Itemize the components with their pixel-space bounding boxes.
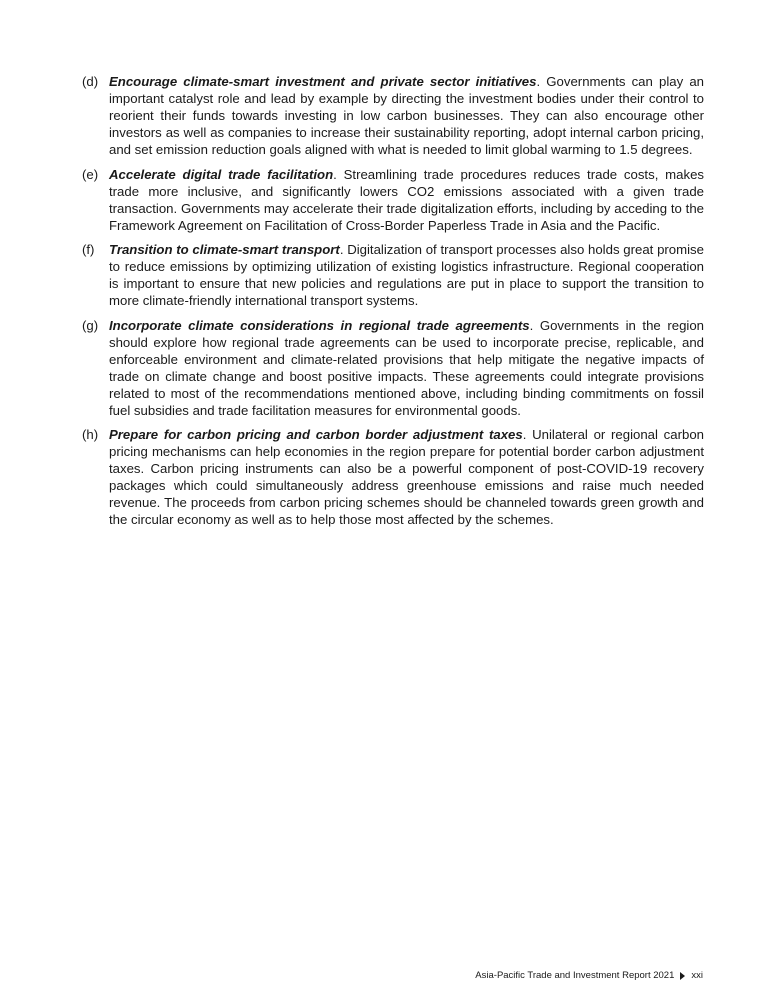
list-item-h bbox=[82, 426, 704, 528]
item-heading: Encourage climate-smart investment and private sector initiatives bbox=[109, 74, 537, 89]
recommendations-list bbox=[82, 73, 704, 536]
item-marker: (h) bbox=[82, 427, 99, 442]
page-footer bbox=[475, 970, 703, 982]
item-heading: Accelerate digital trade facilitation bbox=[109, 166, 334, 182]
item-marker: (e) bbox=[82, 166, 99, 182]
list-item-f bbox=[82, 241, 704, 309]
item-text: . Digitalization of transport processes also holds great promise to reduce emissions by optimizing utilization of existing logistics infrastructure. Regional cooperation is important to ensure that new policies and regulations are put in place to support the transition to more climate-friendly international transport systems. bbox=[109, 242, 704, 308]
item-marker: (g) bbox=[82, 317, 99, 333]
item-marker: (f) bbox=[82, 242, 95, 257]
list-item-g bbox=[82, 317, 704, 419]
item-text: . Unilateral or regional carbon pricing mechanisms can help economies in the region prepare for potential border carbon adjustment taxes. Carbon pricing instruments can also be a powerful component of post-COVID-19 recovery packages which could simultaneously address greenhouse emissions and raise much needed revenue. The proceeds from carbon pricing schemes should be channeled towards green growth and the circular economy as well as to help those most affected by the schemes. bbox=[109, 427, 705, 527]
item-text: . Governments can play an important catalyst role and lead by example by directing the investment bodies under their control to reorient their funds towards investing in low carbon businesses. They can also encourage other investors as well as companies to increase their sustainability reporting, adopt internal carbon pricing, and set emission reduction goals aligned with what is needed to limit global warming to 1.5 degrees. bbox=[109, 74, 704, 157]
item-marker: (d) bbox=[82, 74, 99, 89]
item-heading: Prepare for carbon pricing and carbon border adjustment taxes bbox=[109, 427, 523, 442]
list-item-d bbox=[82, 73, 704, 158]
page-arrow-icon bbox=[680, 972, 685, 980]
item-heading: Incorporate climate considerations in regional trade agreements bbox=[109, 317, 530, 333]
item-heading: Transition to climate-smart transport bbox=[109, 242, 340, 257]
item-text: . Streamlining trade procedures reduces trade costs, makes trade more inclusive, and significantly lowers CO2 emissions associated with a given trade transaction. Governments may accelerate their trade digitalization efforts, including by acceding to the Framework Agreement on Facilitation of Cross-Border Paperless Trade in Asia and the Pacific. bbox=[109, 166, 704, 233]
item-text: . Governments in the region should explore how regional trade agreements can be used to incorporate precise, replicable, and enforceable environment and climate-related provisions that help mitigate the negative impacts of trade on climate change and boost positive impacts. These agreements could integrate provisions related to most of the recommendations mentioned above, including binding commitments on fossil fuel subsidies and trade facilitation measures for environmental goods. bbox=[109, 317, 705, 418]
list-item-e bbox=[82, 166, 704, 234]
footer-report-title: Asia-Pacific Trade and Investment Report 2021 bbox=[475, 970, 675, 981]
footer-page-number: xxi bbox=[691, 970, 703, 981]
